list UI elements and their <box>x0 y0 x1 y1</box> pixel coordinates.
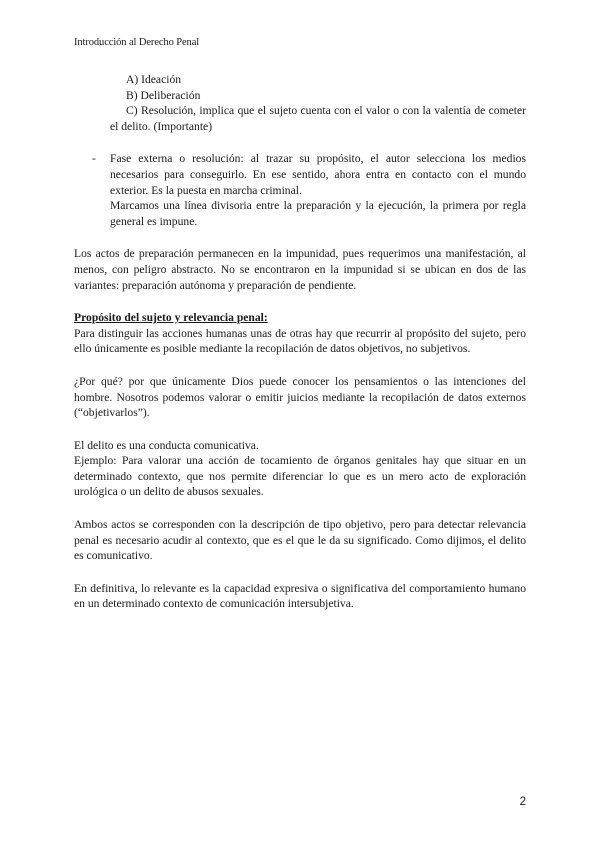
section-heading: Propósito del sujeto y relevancia penal: <box>74 311 268 325</box>
paragraph-purpose: Para distinguir las acciones humanas unas de otras hay que recurrir al propósito del sujeto, pero ello únicamente es posible mediante la recopilación de datos objetivos, no subjetivos. <box>74 326 526 356</box>
phase-item-resolucion: C) Resolución, implica que el sujeto cuenta con el valor o con la valentía de cometer el delito. (Importante) <box>110 104 526 133</box>
paragraph-communicative: El delito es una conducta comunicativa. <box>74 438 259 452</box>
external-phase-continuation: Marcamos una línea divisoria entre la preparación y la ejecución, la primera por regla general es impune. <box>110 199 526 228</box>
document-header: Introducción al Derecho Penal <box>74 37 200 48</box>
phase-item-deliberacion: B) Deliberación <box>126 88 201 102</box>
page-number: 2 <box>519 796 526 808</box>
bullet-dash: - <box>92 152 96 166</box>
paragraph-context: Ambos actos se corresponden con la descripción de tipo objetivo, pero para detectar relevancia penal es necesario acudir al contexto, que es el que le da su significado. Como dijimos, el delito es comunicativo. <box>74 518 526 563</box>
phase-item-ideacion: A) Ideación <box>126 73 182 86</box>
document-body <box>74 72 526 612</box>
external-phase-text: Fase externa o resolución: al trazar su propósito, el autor selecciona los medios necesarios para conseguirlo. En ese sentido, ahora entra en contacto con el mundo exterior. Es la puesta en marcha criminal. <box>110 152 526 197</box>
paragraph-why: ¿Por qué? por que únicamente Dios puede conocer los pensamientos o las intenciones del hombre. Nosotros podemos valorar o emitir juicios mediante la recopilación de datos externos (“objetivarlos”). <box>74 374 526 420</box>
paragraph-example: Ejemplo: Para valorar una acción de tocamiento de órganos genitales hay que situar en un determinado contexto, que nos permite diferenciar lo que es un mero acto de exploración urológica o un delito de abusos sexuales. <box>74 454 526 499</box>
paragraph-preparation: Los actos de preparación permanecen en la impunidad, pues requerimos una manifestación, al menos, con peligro abstracto. No se encontraron en la impunidad si se ubican en dos de las variantes: preparación autónoma y preparación de pendiente. <box>74 247 526 292</box>
paragraph-conclusion: En definitiva, lo relevante es la capacidad expresiva o significativa del comportamiento humano en un determinado contexto de comunicación intersubjetiva. <box>74 581 526 611</box>
external-phase-item <box>74 151 526 198</box>
